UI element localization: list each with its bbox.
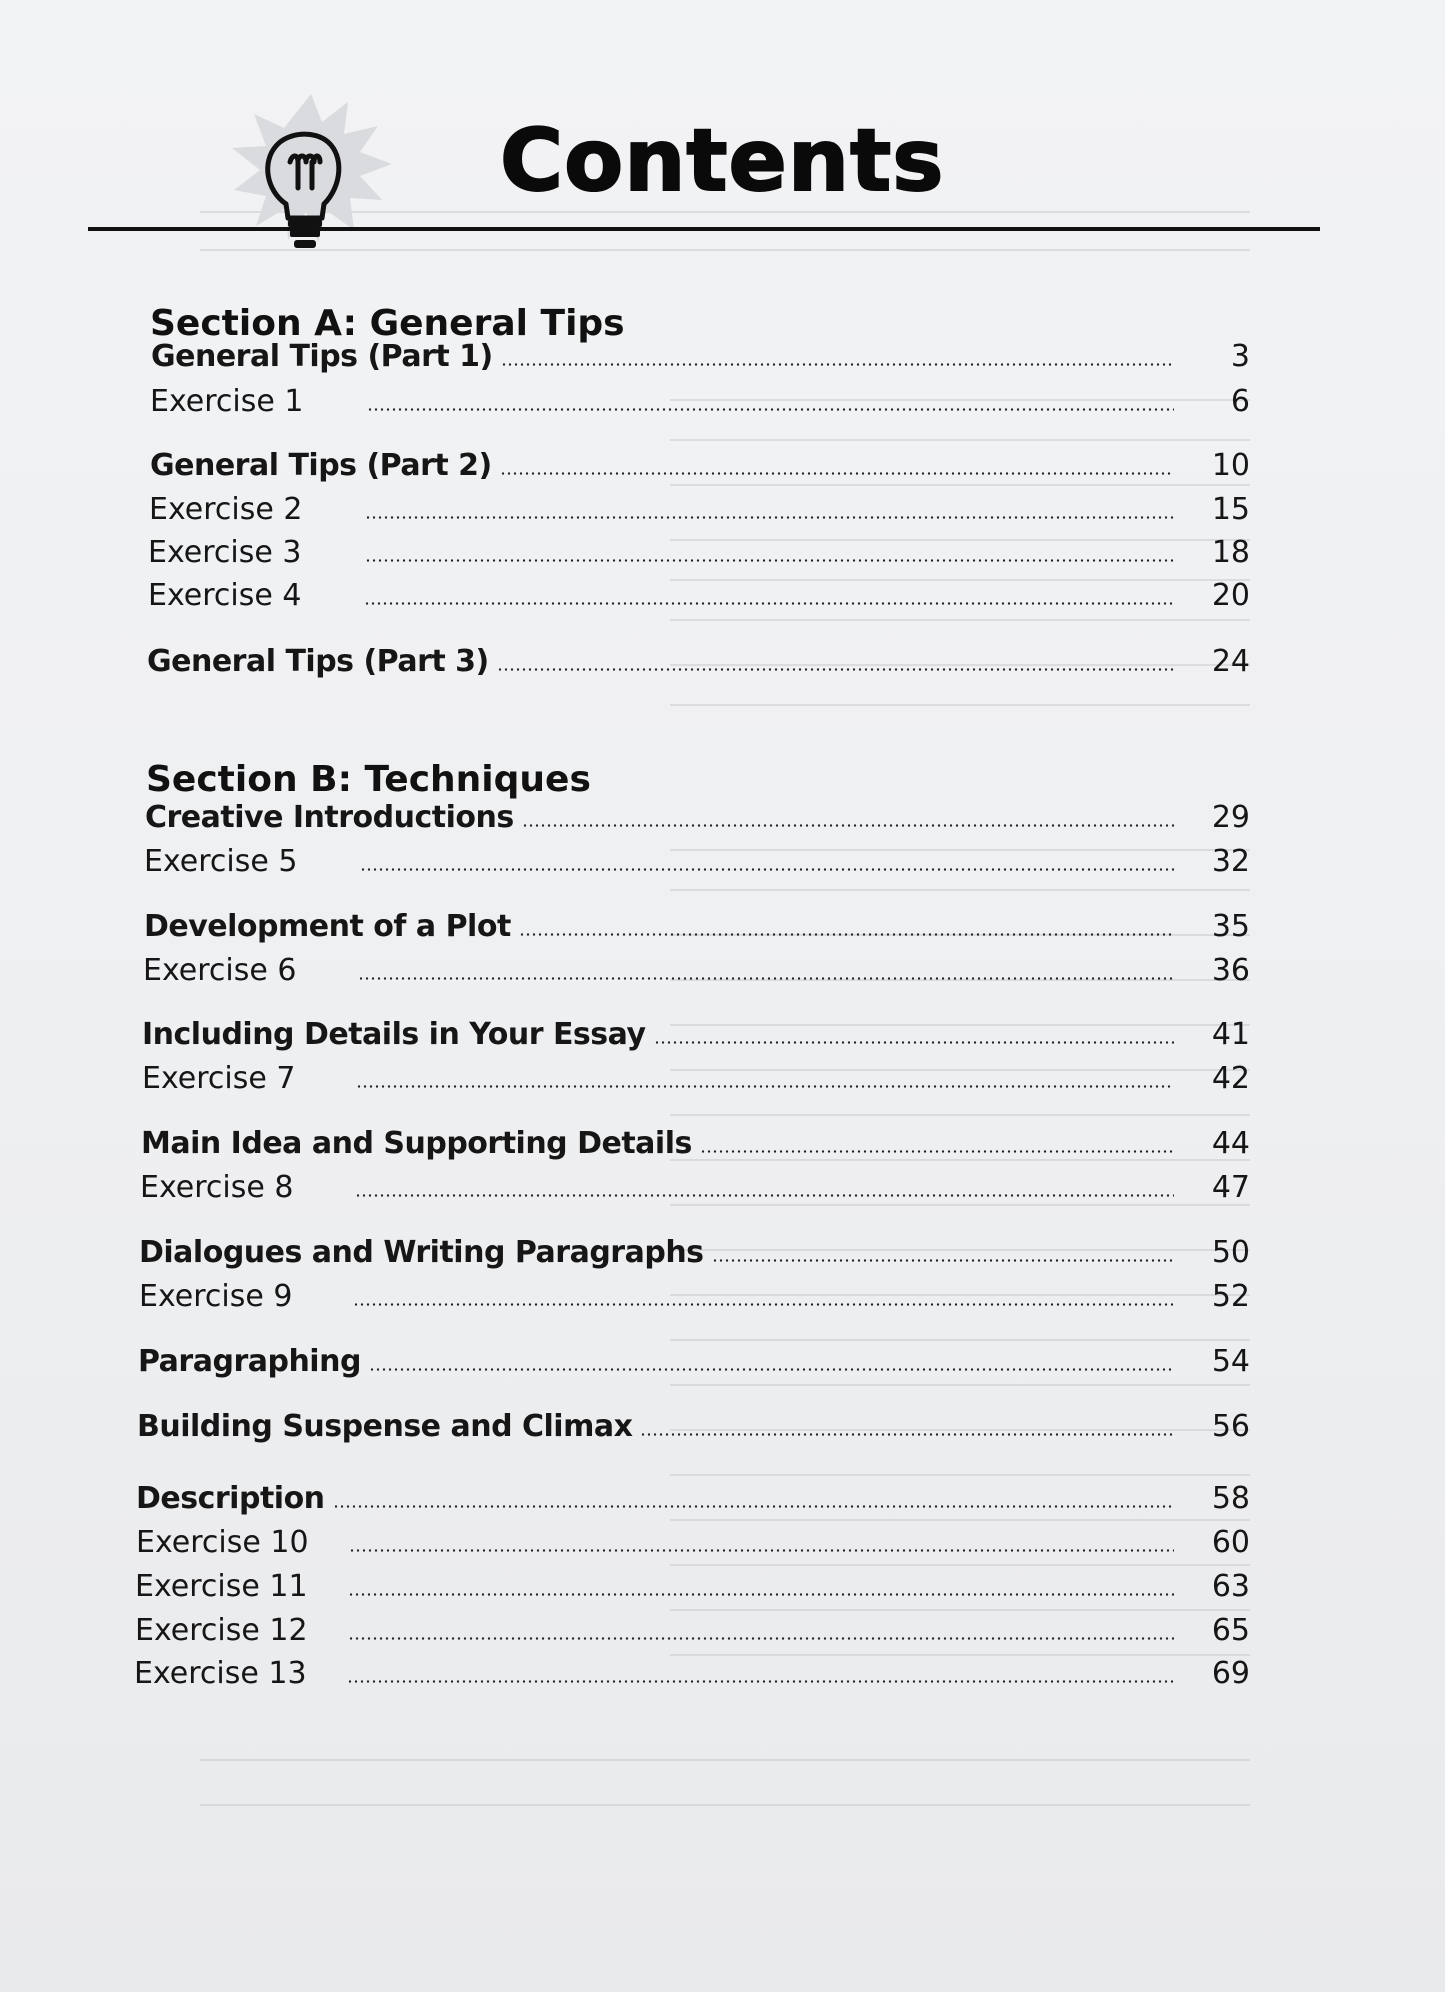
toc-entry-exercise[interactable]	[148, 528, 1250, 568]
toc-page-number: 20	[1211, 578, 1250, 613]
toc-entry-label: Exercise 12	[135, 1613, 308, 1648]
toc-page-number: 69	[1211, 1656, 1250, 1691]
toc-entry-topic[interactable]	[136, 1474, 1250, 1514]
toc-entry-exercise[interactable]	[136, 1518, 1250, 1558]
leader-dots	[367, 408, 1174, 411]
toc-entry-exercise[interactable]	[142, 1054, 1250, 1094]
toc-entry-exercise[interactable]	[135, 1562, 1250, 1602]
toc-page-number: 10	[1211, 448, 1250, 483]
leader-dots	[355, 1194, 1174, 1197]
toc-entry-label: Exercise 8	[140, 1170, 294, 1205]
toc-entry-label: Development of a Plot	[144, 909, 511, 944]
toc-entry-topic[interactable]	[137, 1402, 1250, 1442]
toc-entry-topic[interactable]	[141, 1119, 1250, 1159]
toc-page-number: 35	[1211, 909, 1250, 944]
toc-entry-exercise[interactable]	[140, 1163, 1250, 1203]
leader-dots	[369, 1368, 1174, 1371]
toc-page-number: 6	[1230, 384, 1250, 419]
toc-entry-exercise[interactable]	[143, 946, 1250, 986]
toc-entry-exercise[interactable]	[148, 571, 1250, 611]
toc-entry-label: Main Idea and Supporting Details	[141, 1126, 692, 1161]
toc-entry-label: Exercise 10	[136, 1525, 309, 1560]
toc-page-number: 60	[1211, 1525, 1250, 1560]
leader-dots	[700, 1150, 1174, 1153]
toc-entry-topic[interactable]	[142, 1010, 1250, 1050]
toc-page-number: 50	[1211, 1235, 1250, 1270]
leader-dots	[348, 1637, 1174, 1640]
toc-page-number: 44	[1211, 1126, 1250, 1161]
toc-entry-topic[interactable]	[151, 332, 1250, 372]
toc-entry-exercise[interactable]	[134, 1649, 1250, 1689]
toc-entry-label: Exercise 5	[144, 844, 298, 879]
toc-page-number: 32	[1211, 844, 1250, 879]
lightbulb-icon	[226, 92, 396, 262]
toc-page-number: 52	[1211, 1279, 1250, 1314]
toc-entry-label: Exercise 3	[148, 535, 302, 570]
toc-page-number: 58	[1211, 1481, 1250, 1516]
toc-entry-topic[interactable]	[144, 902, 1250, 942]
toc-entry-topic[interactable]	[138, 1337, 1250, 1377]
toc-entry-label: General Tips (Part 2)	[150, 448, 492, 483]
leader-dots	[500, 472, 1174, 475]
toc-page-number: 47	[1211, 1170, 1250, 1205]
toc-entry-topic[interactable]	[145, 793, 1250, 833]
toc-entry-label: Exercise 11	[135, 1569, 308, 1604]
toc-entry-label: Including Details in Your Essay	[142, 1017, 646, 1052]
leader-dots	[522, 824, 1174, 827]
leader-dots	[654, 1041, 1174, 1044]
toc-page-number: 36	[1211, 953, 1250, 988]
toc-entry-topic[interactable]	[139, 1228, 1250, 1268]
toc-page-number: 15	[1211, 492, 1250, 527]
toc-page-number: 54	[1211, 1344, 1250, 1379]
toc-page-number: 18	[1211, 535, 1250, 570]
toc-entry-topic[interactable]	[150, 441, 1250, 481]
leader-dots	[365, 516, 1174, 519]
toc-entry-label: Exercise 6	[143, 953, 297, 988]
toc-entry-exercise[interactable]	[135, 1606, 1250, 1646]
toc-entry-label: General Tips (Part 1)	[151, 339, 493, 374]
leader-dots	[519, 933, 1174, 936]
toc-entry-exercise[interactable]	[149, 485, 1250, 525]
section-heading: Section A: General Tips	[150, 303, 625, 344]
leader-dots	[640, 1433, 1174, 1436]
toc-entry-label: Exercise 4	[148, 578, 302, 613]
toc-page-number: 42	[1211, 1061, 1250, 1096]
toc-entry-label: Exercise 9	[139, 1279, 293, 1314]
leader-dots	[348, 1593, 1174, 1596]
leader-dots	[712, 1259, 1174, 1262]
toc-page-number: 24	[1211, 644, 1250, 679]
toc-page-number: 29	[1211, 800, 1250, 835]
header-rule	[88, 227, 1320, 231]
toc-page-number: 65	[1211, 1613, 1250, 1648]
leader-dots	[501, 363, 1174, 366]
toc-page-number: 63	[1211, 1569, 1250, 1604]
toc-entry-exercise[interactable]	[139, 1272, 1250, 1312]
toc-page-number: 56	[1211, 1409, 1250, 1444]
toc-entry-label: Building Suspense and Climax	[137, 1409, 633, 1444]
leader-dots	[333, 1505, 1174, 1508]
leader-dots	[349, 1549, 1174, 1552]
leader-dots	[360, 868, 1174, 871]
leader-dots	[497, 668, 1174, 671]
toc-page-number: 3	[1230, 339, 1250, 374]
leader-dots	[364, 602, 1174, 605]
leader-dots	[356, 1085, 1174, 1088]
leader-dots	[358, 977, 1174, 980]
toc-entry-label: Description	[136, 1481, 325, 1516]
toc-entry-label: Exercise 1	[150, 384, 304, 419]
toc-entry-label: Exercise 7	[142, 1061, 296, 1096]
leader-dots	[365, 559, 1174, 562]
toc-page-number: 41	[1211, 1017, 1250, 1052]
toc-entry-topic[interactable]	[147, 637, 1250, 677]
toc-entry-label: Exercise 13	[134, 1656, 307, 1691]
toc-entry-label: General Tips (Part 3)	[147, 644, 489, 679]
section-heading: Section B: Techniques	[146, 759, 591, 800]
page-title: Contents	[500, 111, 945, 211]
toc-entry-exercise[interactable]	[144, 837, 1250, 877]
toc-entry-label: Creative Introductions	[145, 800, 514, 835]
toc-entry-label: Dialogues and Writing Paragraphs	[139, 1235, 704, 1270]
toc-entry-label: Exercise 2	[149, 492, 303, 527]
toc-entry-exercise[interactable]	[150, 377, 1250, 417]
leader-dots	[353, 1303, 1174, 1306]
leader-dots	[347, 1680, 1174, 1683]
toc-entry-label: Paragraphing	[138, 1344, 361, 1379]
